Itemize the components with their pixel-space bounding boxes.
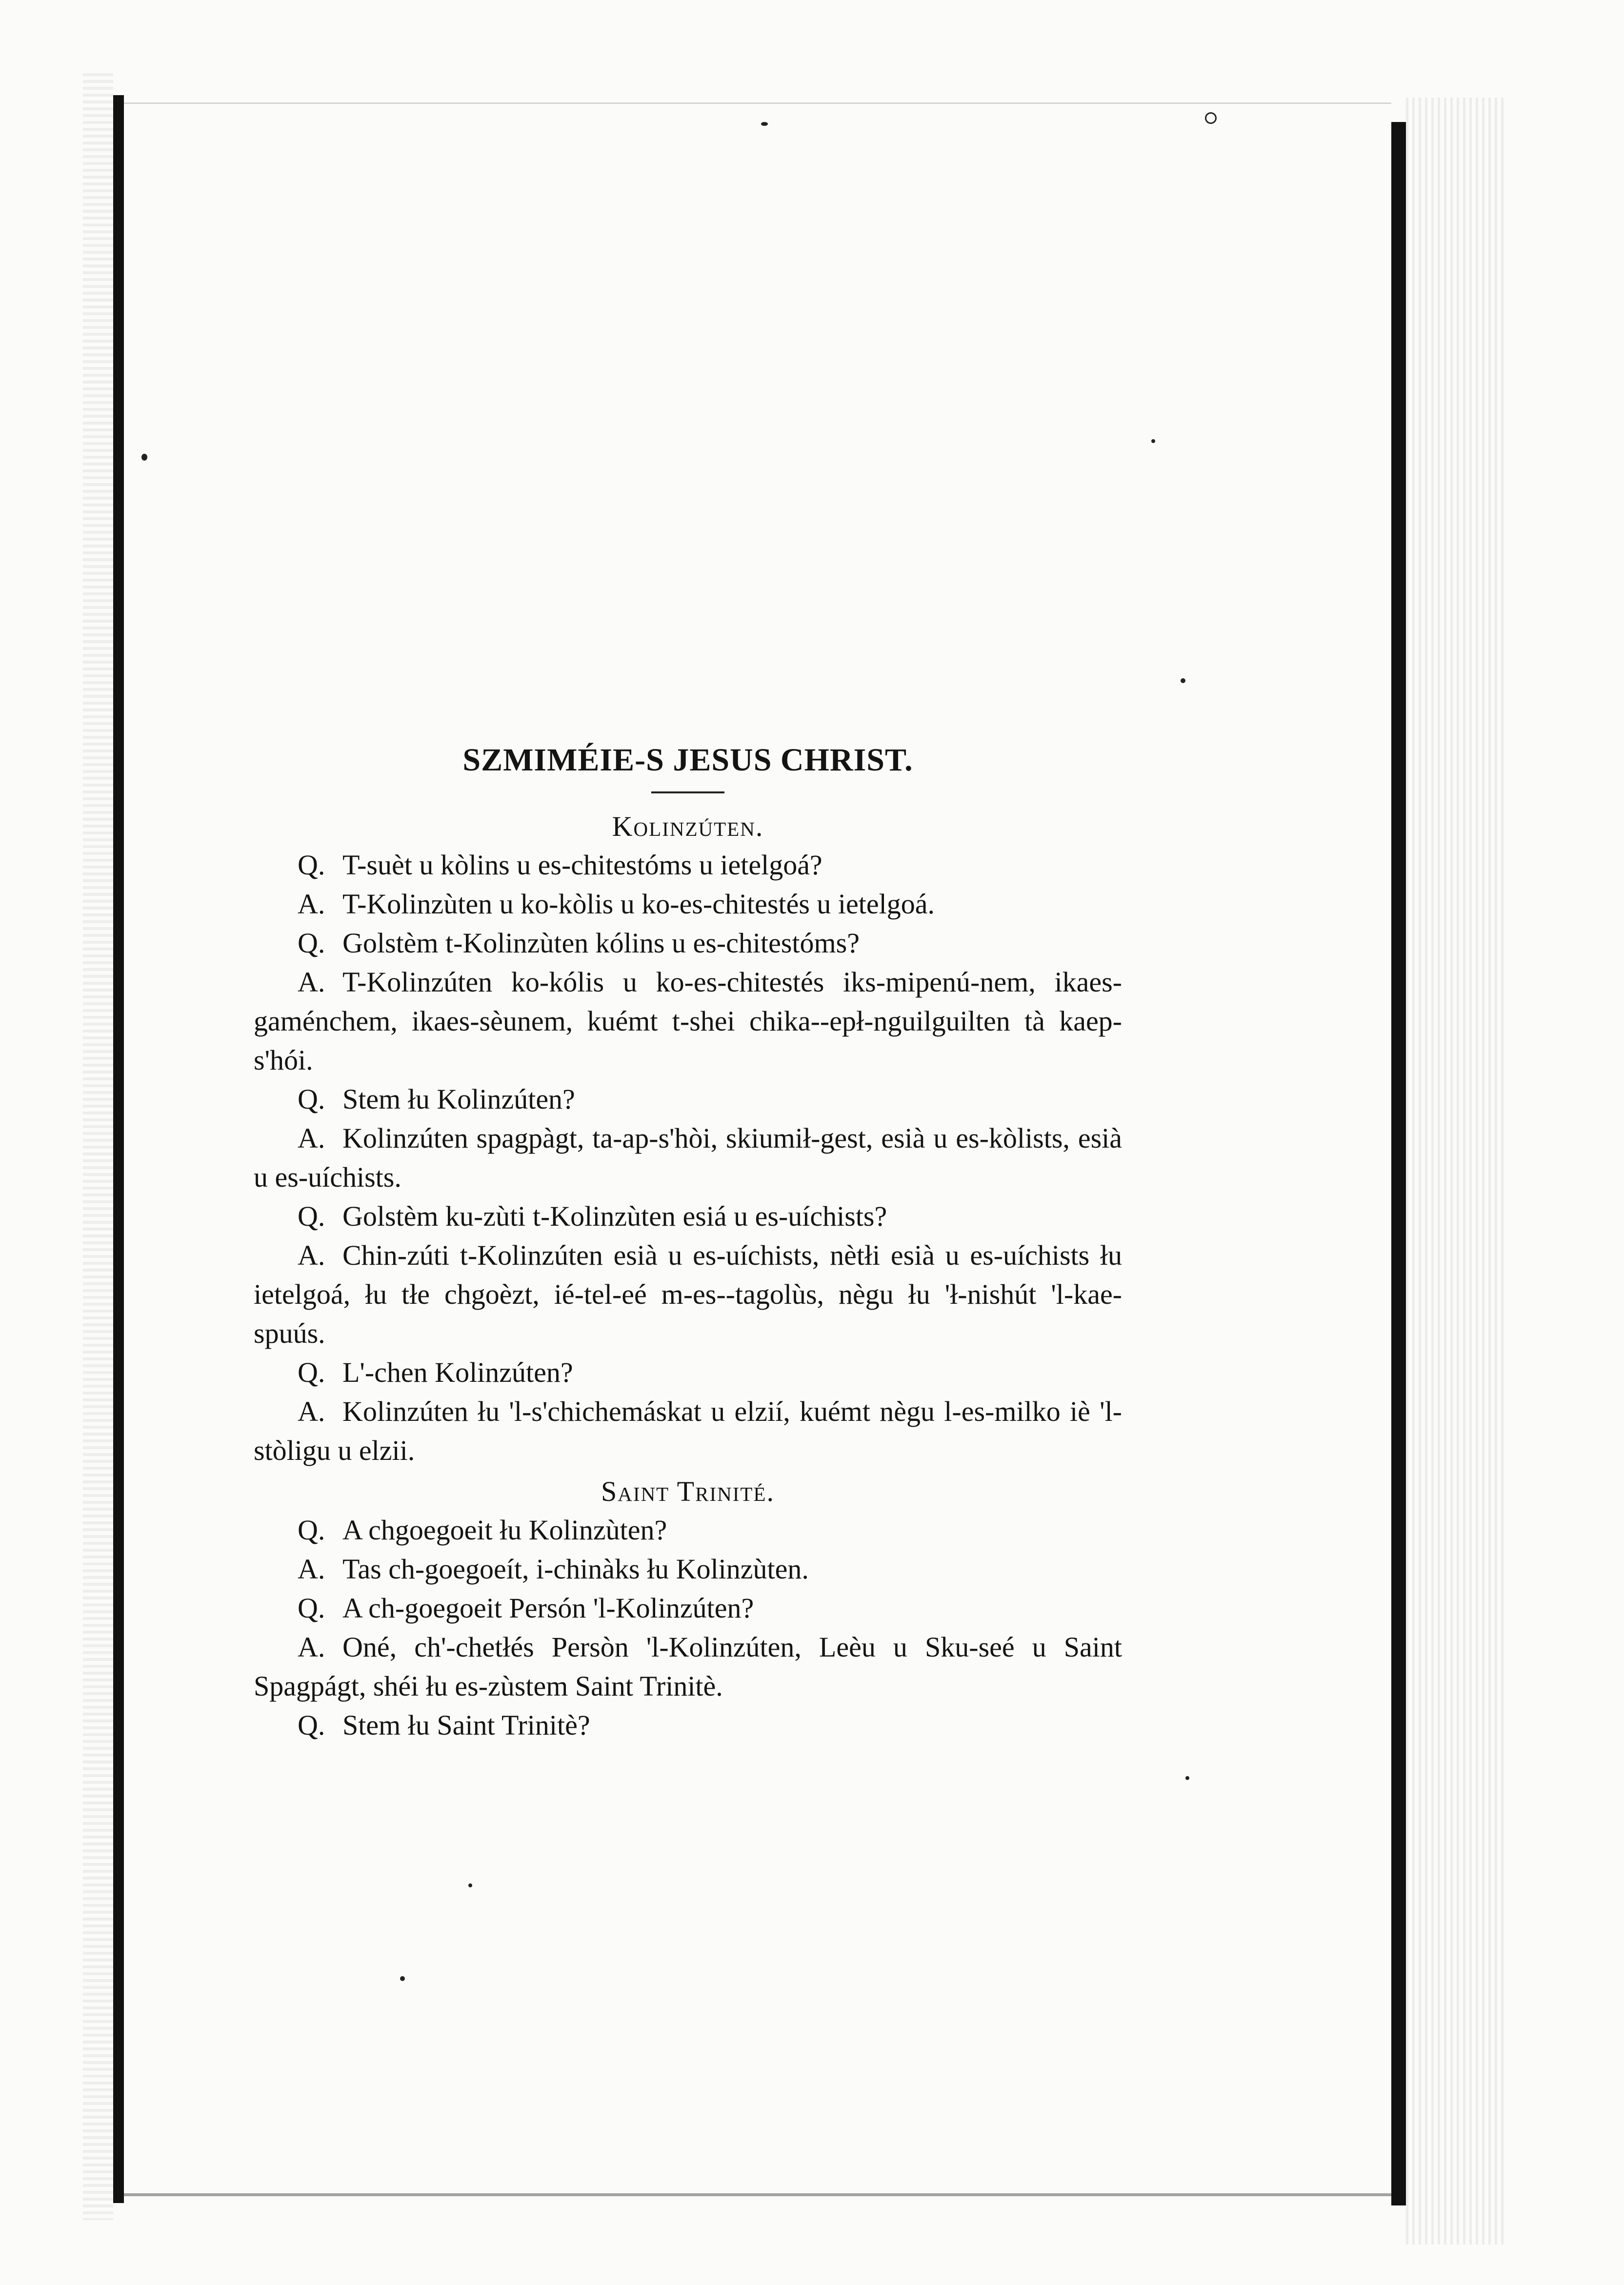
catechism-entry xyxy=(254,1353,1122,1392)
entry-label: Q. xyxy=(298,1592,325,1624)
scan-speck xyxy=(1205,112,1217,124)
entry-text: T-Kolinzúten ko-kólis u ko-es-chitestés iks-mipenú-nem, ikaes-gaménchem, ikaes-sèunem, kuémt t-shei chika--epł-nguilguilten tà kaep-s'hói. xyxy=(254,966,1122,1076)
entry-label: Q. xyxy=(298,927,325,959)
entry-text: Kolinzúten spagpàgt, ta-ap-s'hòi, skiumił-gest, esià u es-kòlists, esià u es-uíchists. xyxy=(254,1122,1122,1193)
entry-label: A. xyxy=(298,1239,325,1271)
entry-label: Q. xyxy=(298,849,325,881)
catechism-entry xyxy=(254,1197,1122,1236)
bottom-edge-line xyxy=(124,2193,1391,2196)
scan-speck xyxy=(761,122,768,126)
entry-text: L'-chen Kolinzúten? xyxy=(342,1356,573,1388)
entry-label: Q. xyxy=(298,1200,325,1232)
entry-label: A. xyxy=(298,1122,325,1154)
entry-label: Q. xyxy=(298,1709,325,1741)
right-page-shadow xyxy=(1406,98,1504,2245)
catechism-entry xyxy=(254,1628,1122,1706)
entry-label: A. xyxy=(298,1631,325,1663)
entry-text: Stem łu Saint Trinitè? xyxy=(342,1709,590,1741)
right-page-edge xyxy=(1391,122,1406,2205)
entry-label: A. xyxy=(298,966,325,998)
entry-label: A. xyxy=(298,1553,325,1585)
entry-label: Q. xyxy=(298,1083,325,1115)
entry-text: A chgoegoeit łu Kolinzùten? xyxy=(342,1514,667,1546)
title-divider xyxy=(651,791,724,793)
section-saint-trinite xyxy=(254,1475,1122,1745)
document-body xyxy=(254,742,1122,1745)
scan-speck xyxy=(468,1883,472,1887)
entry-text: Oné, ch'-chetłés Persòn 'l-Kolinzúten, Leèu u Sku-seé u Saint Spagpágt, shéi łu es-zùstem Saint Trinitè. xyxy=(254,1631,1122,1702)
page-title: SZMIMÉIE-S JESUS CHRIST. xyxy=(462,742,913,778)
catechism-entry xyxy=(254,1080,1122,1119)
entry-text: A ch-goegoeit Persón 'l-Kolinzúten? xyxy=(342,1592,754,1624)
entry-text: Stem łu Kolinzúten? xyxy=(342,1083,575,1115)
left-page-shadow xyxy=(83,73,113,2220)
catechism-entry xyxy=(254,1392,1122,1470)
section-heading: Kolinzúten. xyxy=(612,810,764,842)
entry-text: Kolinzúten łu 'l-s'chichemáskat u elzií, kuémt nègu l-es-milko iè 'l-stòligu u elzii. xyxy=(254,1395,1122,1466)
entry-text: T-suèt u kòlins u es-chitestóms u ietelgoá? xyxy=(342,849,822,881)
catechism-entry xyxy=(254,1589,1122,1628)
entry-text: Tas ch-goegoeít, i-chinàks łu Kolinzùten. xyxy=(342,1553,809,1585)
scan-speck xyxy=(1151,439,1155,443)
catechism-entry xyxy=(254,924,1122,963)
scan-speck xyxy=(400,1976,405,1981)
scan-speck xyxy=(141,454,147,461)
scan-speck xyxy=(1181,678,1185,683)
catechism-entry xyxy=(254,963,1122,1080)
entry-text: Golstèm ku-zùti t-Kolinzùten esiá u es-uíchists? xyxy=(342,1200,887,1232)
catechism-entry xyxy=(254,1550,1122,1589)
section-heading: Saint Trinité. xyxy=(601,1476,775,1507)
scan-speck xyxy=(1185,1776,1189,1780)
entry-label: Q. xyxy=(298,1514,325,1546)
entry-text: Chin-zúti t-Kolinzúten esià u es-uíchists, nètłi esià u es-uíchists łu ietelgoá, łu tłe chgoèzt, ié-tel-eé m-es--tagolùs, nègu łu 'ł-nishút 'l-kae-spuús. xyxy=(254,1239,1122,1349)
entry-text: T-Kolinzùten u ko-kòlis u ko-es-chitestés u ietelgoá. xyxy=(342,888,935,920)
catechism-entry xyxy=(254,1511,1122,1550)
entry-text: Golstèm t-Kolinzùten kólins u es-chitestóms? xyxy=(342,927,860,959)
catechism-entry xyxy=(254,1119,1122,1197)
left-page-edge xyxy=(113,95,124,2203)
top-edge-line xyxy=(124,102,1391,104)
section-kolinzuten xyxy=(254,810,1122,1470)
catechism-entry xyxy=(254,846,1122,885)
entry-label: A. xyxy=(298,888,325,920)
catechism-entry xyxy=(254,885,1122,924)
catechism-entry xyxy=(254,1706,1122,1745)
catechism-entry xyxy=(254,1236,1122,1353)
entry-label: A. xyxy=(298,1395,325,1427)
entry-label: Q. xyxy=(298,1356,325,1388)
